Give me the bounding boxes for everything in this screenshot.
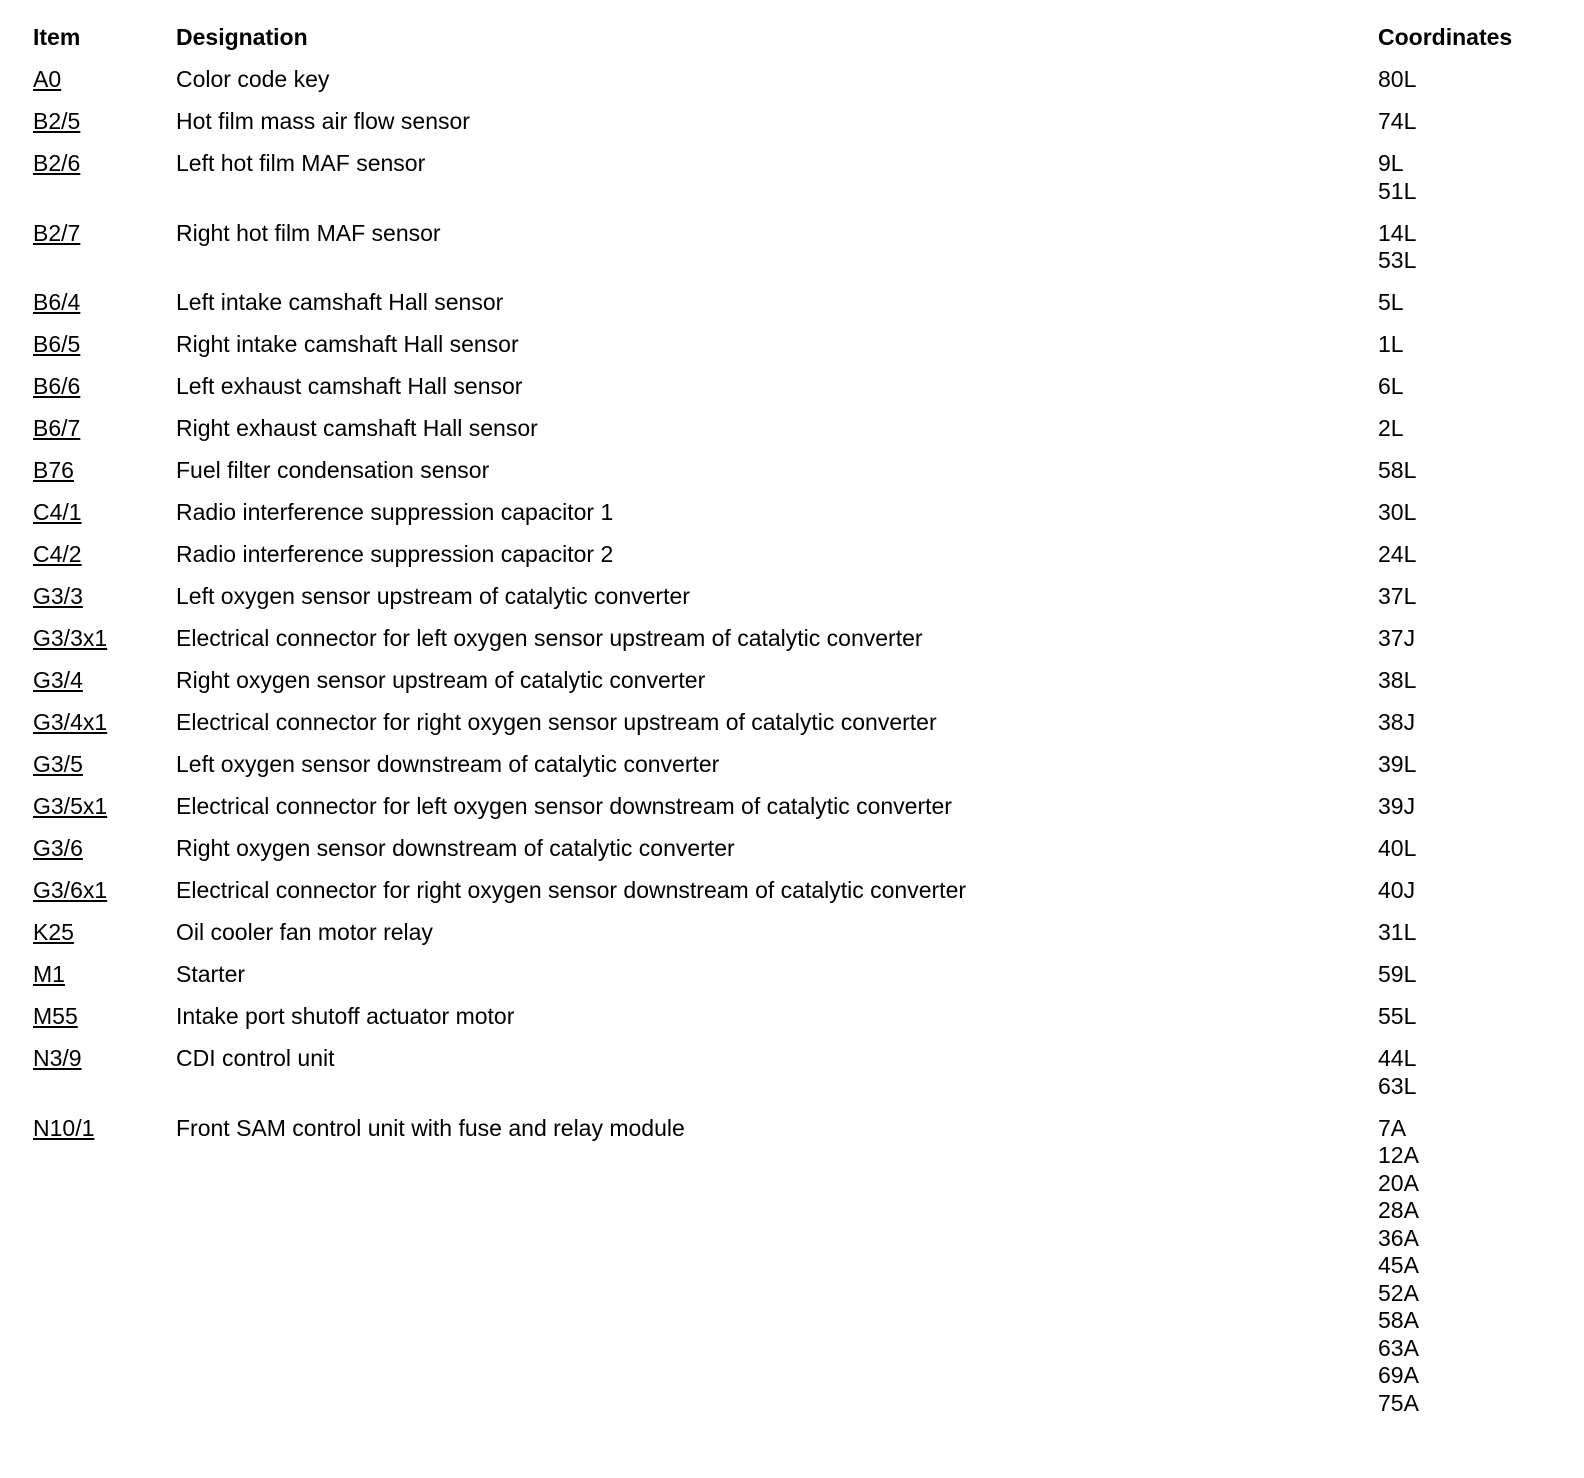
coordinates-cell [1378,541,1563,569]
table-row [33,625,1563,667]
item-code-link[interactable]: B6/6 [33,373,81,399]
item-code-link[interactable]: G3/5 [33,751,83,777]
table-row [33,373,1563,415]
designation-text: Starter [176,961,246,987]
designation-text: Electrical connector for left oxygen sensor downstream of catalytic converter [176,793,952,819]
designation-text: Oil cooler fan motor relay [176,919,433,945]
coordinate-value: 63A [1378,1334,1419,1361]
item-code-link[interactable]: B2/6 [33,150,81,176]
coordinate-value: 58A [1378,1307,1419,1333]
item-code-link[interactable]: G3/4 [33,667,83,693]
coordinate-value: 40J [1378,877,1416,903]
coordinates-cell [1378,66,1563,94]
designation-text: Left intake camshaft Hall sensor [176,289,504,315]
table-row [33,961,1563,1003]
item-code-link[interactable]: C4/1 [33,499,82,525]
coordinates-cell [1378,220,1563,275]
item-code-link[interactable]: M55 [33,1003,78,1029]
item-code-link[interactable]: A0 [33,66,62,92]
item-code-link[interactable]: B6/7 [33,415,81,441]
coordinate-value: 6L [1378,373,1404,399]
item-code-link[interactable]: N10/1 [33,1114,95,1141]
coordinate-value: 20A [1378,1169,1419,1196]
table-row [33,499,1563,541]
coordinate-value: 31L [1378,919,1417,945]
coordinate-value: 24L [1378,541,1417,567]
table-row [33,66,1563,108]
header-item: Item [33,24,81,50]
row-spacer [33,1197,1563,1225]
coordinate-value: 39J [1378,793,1416,819]
item-code-link[interactable]: M1 [33,961,65,987]
coordinates-cell [1378,835,1563,863]
designation-text: CDI control unit [176,1045,335,1071]
table-row [33,751,1563,793]
table-row [33,835,1563,877]
item-code-link[interactable]: G3/5x1 [33,793,108,819]
table-body [33,66,1563,1432]
coordinate-value: 12A [1378,1142,1419,1168]
coordinate-value: 1L [1378,331,1404,357]
table-row [33,709,1563,751]
coordinate-value: 52A [1378,1279,1419,1306]
item-code-link[interactable]: G3/4x1 [33,709,108,735]
table-header [33,24,1563,66]
coordinates-cell [1378,583,1563,611]
designation-text: Right oxygen sensor downstream of catalytic converter [176,835,735,861]
table-row [33,667,1563,709]
row-spacer [33,1362,1563,1390]
item-code-link[interactable]: B76 [33,457,74,483]
designation-text: Fuel filter condensation sensor [176,457,490,483]
designation-text: Radio interference suppression capacitor 1 [176,499,614,525]
coordinate-value: 30L [1378,499,1417,525]
table-row [33,457,1563,499]
row-spacer [33,1073,1563,1101]
coordinate-value: 55L [1378,1003,1417,1029]
table-row [33,541,1563,583]
coordinate-value: 39L [1378,751,1417,777]
designation-text: Right hot film MAF sensor [176,219,441,246]
designation-text: Left exhaust camshaft Hall sensor [176,373,523,399]
coordinates-cell [1378,289,1563,317]
coordinate-value: 59L [1378,961,1417,987]
coordinates-cell [1378,667,1563,695]
designation-text: Right intake camshaft Hall sensor [176,331,519,357]
row-spacer [33,1252,1563,1280]
coordinate-value: 80L [1378,66,1417,92]
row-spacer [33,1307,1563,1335]
coordinates-cell [1378,108,1563,136]
item-code-link[interactable]: N3/9 [33,1045,82,1071]
table-row [33,289,1563,331]
coordinate-value: 63L [1378,1072,1417,1099]
coordinate-value: 28A [1378,1197,1419,1223]
coordinate-value: 40L [1378,835,1417,861]
item-code-link[interactable]: G3/6x1 [33,877,108,903]
row-spacer [33,247,1563,275]
row-spacer [33,178,1563,206]
coordinates-cell [1378,1003,1563,1031]
coordinates-cell [1378,373,1563,401]
coordinate-value: 38J [1378,709,1416,735]
coordinates-cell [1378,919,1563,947]
coordinates-cell [1378,877,1563,905]
coordinate-value: 38L [1378,667,1417,693]
coordinate-value: 44L [1378,1045,1417,1071]
designation-text: Left oxygen sensor upstream of catalytic converter [176,583,690,609]
coordinates-cell [1378,150,1563,205]
item-code-link[interactable]: B2/5 [33,108,81,134]
component-legend-table [33,24,1563,1432]
coordinate-value: 53L [1378,247,1417,273]
coordinate-value: 7A [1378,1114,1407,1141]
coordinate-value: 5L [1378,289,1404,315]
designation-text: Intake port shutoff actuator motor [176,1003,515,1029]
row-spacer [33,1225,1563,1253]
coordinates-cell [1378,625,1563,653]
table-row [33,108,1563,150]
coordinate-value: 36A [1378,1224,1419,1251]
coordinate-value: 45A [1378,1252,1419,1278]
coordinates-cell [1378,751,1563,779]
designation-text: Front SAM control unit with fuse and relay module [176,1114,685,1141]
designation-text: Radio interference suppression capacitor 2 [176,541,614,567]
coordinate-value: 37J [1378,625,1416,651]
item-code-link[interactable]: G3/3x1 [33,625,108,651]
designation-text: Hot film mass air flow sensor [176,108,470,134]
coordinate-value: 2L [1378,415,1404,441]
table-row [33,415,1563,457]
table-row [33,919,1563,961]
designation-text: Right oxygen sensor upstream of catalytic converter [176,667,706,693]
item-code-link[interactable]: B6/5 [33,331,81,357]
coordinate-value: 69A [1378,1362,1419,1388]
table-row [33,793,1563,835]
item-code-link[interactable]: K25 [33,919,74,945]
designation-text: Left oxygen sensor downstream of catalytic converter [176,751,720,777]
table-row [33,1045,1563,1115]
coordinate-value: 75A [1378,1389,1419,1416]
item-code-link[interactable]: B6/4 [33,289,81,315]
item-code-link[interactable]: G3/6 [33,835,83,861]
coordinates-cell [1378,961,1563,989]
header-coordinates: Coordinates [1378,24,1513,50]
designation-text: Electrical connector for right oxygen sensor upstream of catalytic converter [176,709,937,735]
row-spacer [33,1280,1563,1308]
coordinates-cell [1378,415,1563,443]
coordinate-value: 37L [1378,583,1417,609]
item-code-link[interactable]: G3/3 [33,583,83,609]
designation-text: Color code key [176,66,330,92]
coordinates-cell [1378,709,1563,737]
row-spacer [33,1335,1563,1363]
coordinates-cell [1378,499,1563,527]
designation-text: Electrical connector for left oxygen sensor upstream of catalytic converter [176,625,923,651]
table-row [33,1003,1563,1045]
table-row [33,877,1563,919]
coordinates-cell [1378,1115,1563,1418]
designation-text: Right exhaust camshaft Hall sensor [176,415,538,441]
table-row [33,150,1563,220]
designation-text: Electrical connector for right oxygen sensor downstream of catalytic converter [176,877,967,903]
coordinate-value: 74L [1378,108,1417,134]
table-row [33,220,1563,290]
row-spacer [33,1142,1563,1170]
coordinates-cell [1378,1045,1563,1100]
coordinates-cell [1378,331,1563,359]
item-code-link[interactable]: B2/7 [33,219,81,246]
coordinate-value: 9L [1378,150,1404,176]
item-code-link[interactable]: C4/2 [33,541,82,567]
coordinate-value: 14L [1378,219,1417,246]
designation-text: Left hot film MAF sensor [176,150,426,176]
coordinate-value: 58L [1378,457,1417,483]
row-spacer [33,1170,1563,1198]
coordinates-cell [1378,793,1563,821]
row-spacer [33,1390,1563,1418]
table-row [33,583,1563,625]
coordinates-cell [1378,457,1563,485]
table-row [33,1115,1563,1432]
table-row [33,331,1563,373]
coordinate-value: 51L [1378,177,1417,204]
header-designation: Designation [176,24,308,50]
